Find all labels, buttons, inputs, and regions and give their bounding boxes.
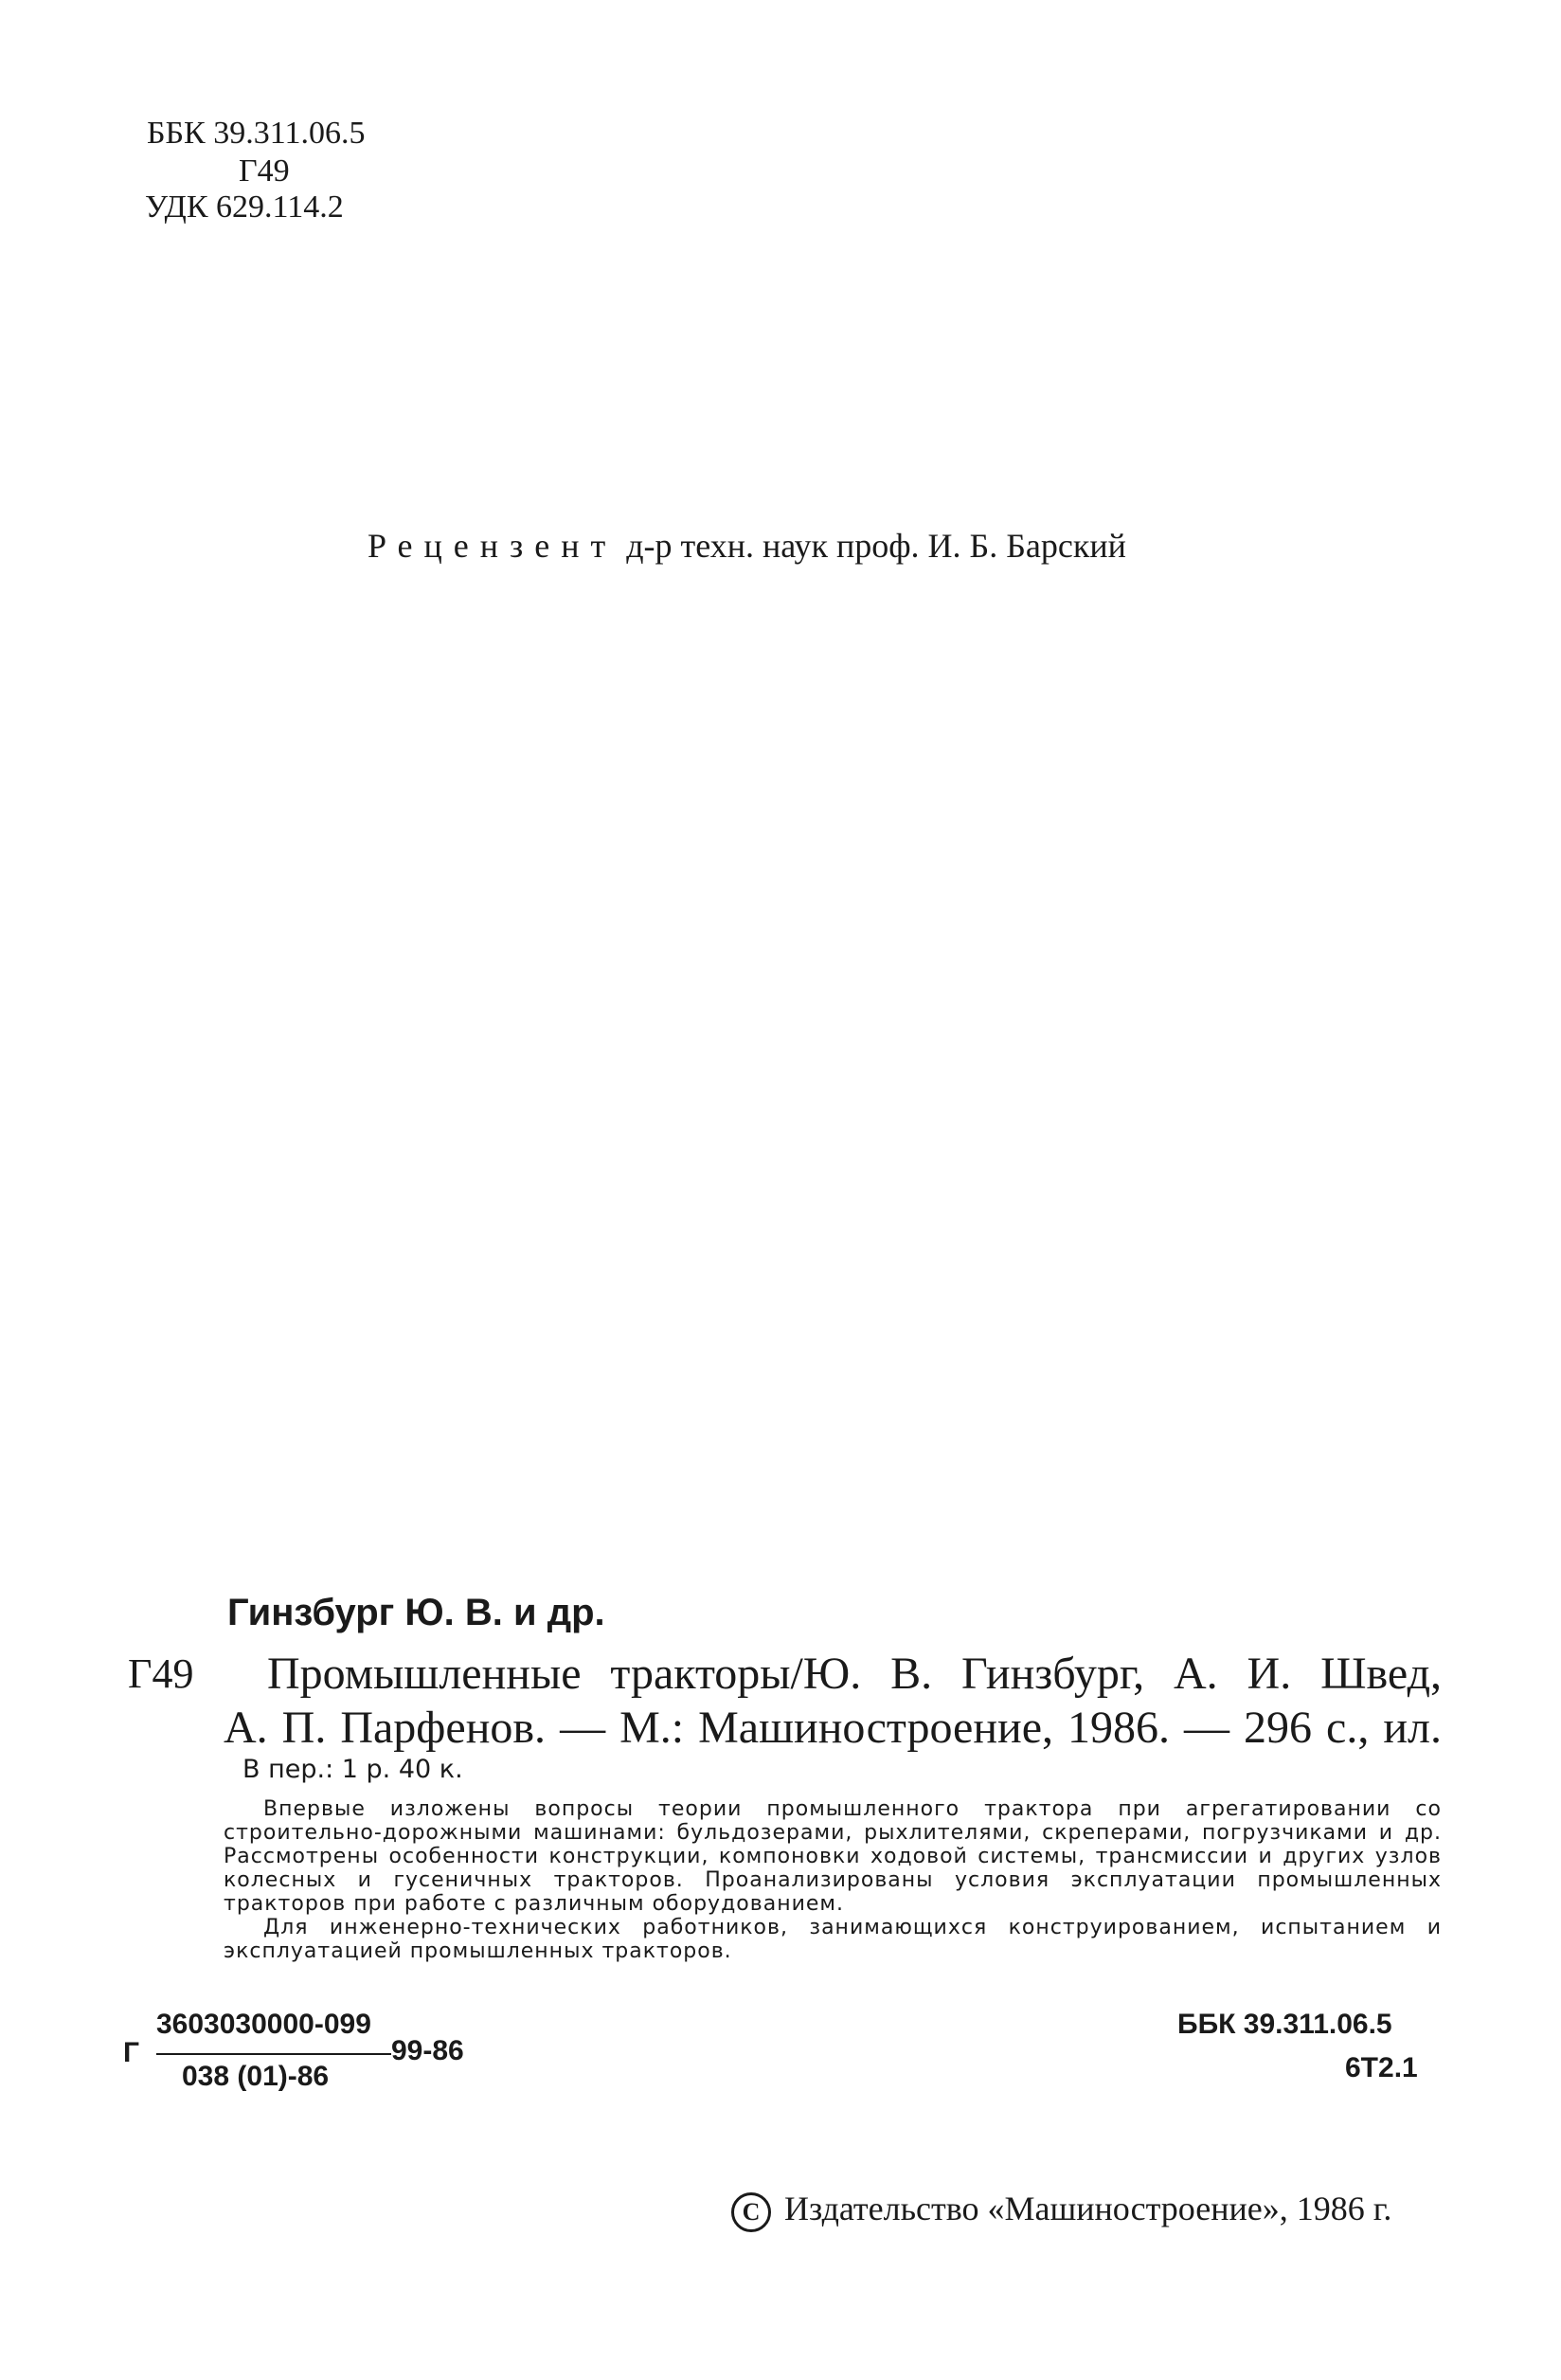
index-bbk: ББК 39.311.06.5 [1177, 2009, 1392, 2040]
card-title-line-2: А. П. Парфенов. — М.: Машиностроение, 1986. — 296 с., ил. [224, 1703, 1442, 1753]
copyright-icon: С [731, 2192, 771, 2232]
author-mark: Г49 [239, 153, 290, 189]
index-bbk-sub: 6Т2.1 [1345, 2052, 1418, 2083]
copyright-line [731, 2189, 1391, 2232]
card-mark: Г49 [128, 1650, 194, 1697]
reviewer-line [368, 526, 1126, 566]
annotation-text: Впервые изложены вопросы теории промышленного трактора при агрегатировании со строительно-дорожными машинами: бульдозерами, рыхлителями, скреперами, погрузчиками и др. Рассмотрены особенности конструкции, компоновки ходовой системы, трансмиссии и других узлов колесных и гусеничных тракторов. Проанализированы условия эксплуатации промышленных тракторов при работе с различным оборудованием. [224, 1797, 1442, 1916]
card-annotation [224, 1797, 1442, 1963]
reviewer-text: д-р техн. наук проф. И. Б. Барский [626, 527, 1126, 565]
card-price: В пер.: 1 р. 40 к. [242, 1755, 463, 1784]
index-letter: Г [123, 2037, 140, 2068]
card-title-line-1: Промышленные тракторы/Ю. В. Гинзбург, А. И. Швед, [267, 1649, 1442, 1699]
card-author-heading: Гинзбург Ю. В. и др. [227, 1592, 605, 1633]
udk-code: УДК 629.114.2 [145, 189, 344, 225]
bbk-code: ББК 39.311.06.5 [147, 116, 366, 151]
reviewer-label: Рецензент [368, 527, 618, 565]
index-suffix: 99-86 [391, 2035, 464, 2066]
index-denominator: 038 (01)-86 [182, 2061, 330, 2092]
copyright-text: Издательство «Машиностроение», 1986 г. [784, 2190, 1392, 2227]
index-numerator: 3603030000-099 [156, 2009, 371, 2040]
index-fraction-bar [156, 2053, 391, 2055]
audience-text: Для инженерно-технических работников, занимающихся конструированием, испытанием и эксплуатацией промышленных тракторов. [224, 1916, 1442, 1963]
